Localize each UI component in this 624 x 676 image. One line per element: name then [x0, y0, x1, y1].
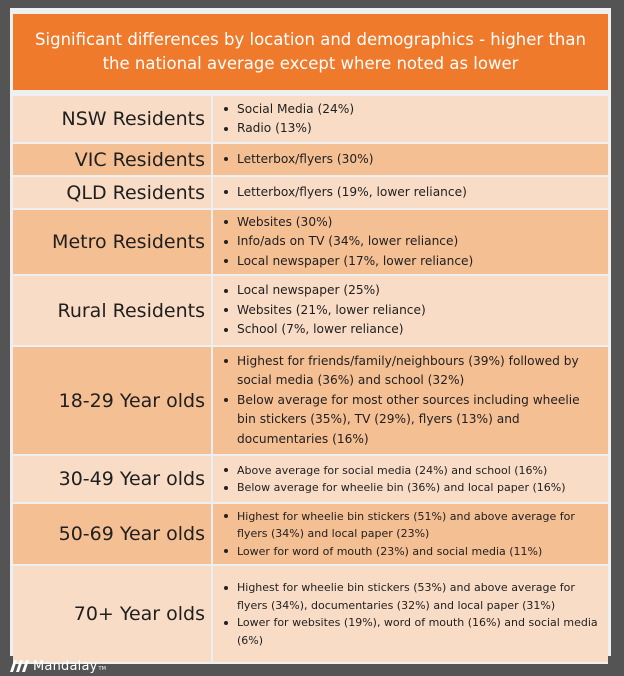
- list-item: Websites (21%, lower reliance): [237, 301, 602, 321]
- list-item: Websites (30%): [237, 213, 602, 233]
- brand-name: Mandalay: [33, 658, 98, 674]
- list-item: Lower for websites (19%), word of mouth (16%) and social media (6%): [237, 614, 602, 649]
- list-item: Radio (13%): [237, 119, 602, 139]
- list-item: Highest for wheelie bin stickers (51%) and above average for flyers (34%) and local paper (23%): [237, 508, 602, 543]
- row-label: 18-29 Year olds: [13, 347, 213, 454]
- row-items: [213, 566, 608, 662]
- list-item: Letterbox/flyers (19%, lower reliance): [237, 183, 602, 203]
- title-banner: [13, 14, 608, 90]
- row-label: QLD Residents: [13, 177, 213, 208]
- row-items: [213, 210, 608, 274]
- row-label: NSW Residents: [13, 96, 213, 142]
- table-row: [13, 276, 608, 347]
- infographic-frame: [10, 8, 611, 656]
- brand-logo: [10, 657, 106, 675]
- list-item: Letterbox/flyers (30%): [237, 150, 602, 170]
- table-row: [13, 96, 608, 144]
- row-label: 30-49 Year olds: [13, 456, 213, 502]
- list-item: Below average for wheelie bin (36%) and local paper (16%): [237, 479, 602, 497]
- trademark: TM: [98, 666, 106, 672]
- list-item: Social Media (24%): [237, 100, 602, 120]
- table-row: [13, 177, 608, 210]
- list-item: Lower for word of mouth (23%) and social media (11%): [237, 543, 602, 561]
- list-item: Below average for most other sources including wheelie bin stickers (35%), TV (29%), flyers (13%) and documentaries (16%): [237, 391, 602, 450]
- table-row: [13, 347, 608, 456]
- row-label: Metro Residents: [13, 210, 213, 274]
- table-row: [13, 144, 608, 177]
- row-label: VIC Residents: [13, 144, 213, 175]
- list-item: Local newspaper (17%, lower reliance): [237, 252, 602, 272]
- row-label: Rural Residents: [13, 276, 213, 345]
- table-row: [13, 566, 608, 664]
- list-item: Info/ads on TV (34%, lower reliance): [237, 232, 602, 252]
- title-text: Significant differences by location and demographics - higher than the national average except where noted as lower: [35, 30, 586, 73]
- row-items: [213, 96, 608, 142]
- table-row: [13, 210, 608, 276]
- row-items: [213, 456, 608, 502]
- row-items: [213, 347, 608, 454]
- list-item: Local newspaper (25%): [237, 281, 602, 301]
- list-item: Highest for friends/family/neighbours (39%) followed by social media (36%) and school (32%): [237, 352, 602, 391]
- table-row: [13, 504, 608, 566]
- row-items: [213, 177, 608, 208]
- row-label: 70+ Year olds: [13, 566, 213, 662]
- list-item: Highest for wheelie bin stickers (53%) and above average for flyers (34%), documentaries (32%) and local paper (31%): [237, 579, 602, 614]
- list-item: Above average for social media (24%) and school (16%): [237, 462, 602, 480]
- row-label: 50-69 Year olds: [13, 504, 213, 564]
- row-items: [213, 144, 608, 175]
- differences-table: [13, 96, 608, 664]
- slash-bars-icon: [10, 660, 30, 672]
- row-items: [213, 276, 608, 345]
- list-item: School (7%, lower reliance): [237, 320, 602, 340]
- row-items: [213, 504, 608, 564]
- table-row: [13, 456, 608, 504]
